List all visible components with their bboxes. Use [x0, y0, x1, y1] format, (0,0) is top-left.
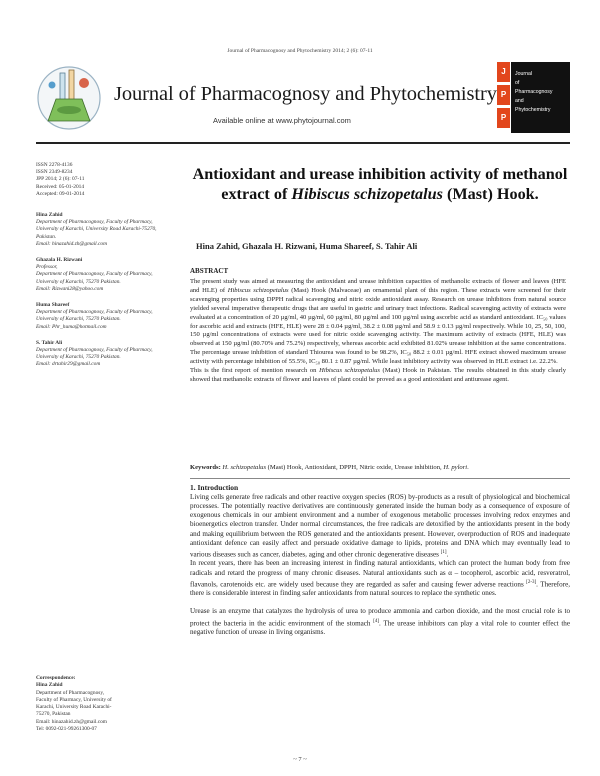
sidebar-author: Hina Zahid Department of Pharmacognosy, Faculty of Pharmacy, University of Karachi, University Road Karachi-75270, Pakistan. Email: hinazahid.zh@gmail.com: [36, 212, 157, 247]
sidebar-author: Ghazala H. Rizwani Professor, Department of Pharmacognosy, Faculty of Pharmacy, University of Karachi, 75270 Pakistan. Email: Rizwani28@yahoo.com: [36, 257, 158, 293]
author-email[interactable]: Email: Phr_huma@hotmail.com: [36, 323, 107, 330]
jpp-letter-p1: P: [497, 85, 510, 105]
sidebar: [36, 162, 158, 369]
abstract-text: The present study was aimed at measuring the antioxidant and urease inhibition capacities of methanolic extracts of flower and leaves (HFE and HLE) of Hibiscus schizopetalus (Mast) Hook (Malvaceae) an ornamental plant of this region. These extracts were screened for their scavenging properties using DPPH radical scavenging and nitric oxide antioxidant assay. Research on urease inhibitors from natural source yielded several imperative therapeutic drugs that are useful in gastric and urinary tract infections. Radical scavenging activity of extracts were evaluated at a concentration of 20 µg/ml, 40 µg/ml, 60 µg/ml, 80 µg/ml and 100 µg/ml using ascorbic acid as standard antioxidant. IC₅₀ values for ascorbic acid and extracts (HFE, HLE) were 28 ± 0.04 µg/ml, 38.2 ± 0.08 µg/ml and 58.9 ± 0.13 µg/ml respectively. While 10, 25, 50, 100, 150 µg/ml concentrations of extracts were used for nitric oxide scavenging activity. The maximum activity of extracts (HFE, HLE) was observed at 150 µg/ml (80.70% and 75.2%) respectively, whereas ascorbic acid exhibited 81.02% urease inhibition at the same concentrations. The percentage urease inhibition of standard Thiourea was found to be 98.2%, IC₅₀ 88.2 ± 0.01 µg/ml. HFE extract showed maximum urease activity with percentage inhibition of 55.5%, IC₅₀ 80.1 ± 0.87 µg/ml. While least inhibitory activity was observed in HLE extract i.e. 22.2%. This is the first report of mention research on Hibiscus schizopetalus (Mast) Hook in Pakistan. The results obtained in this study clearly showed that methanolic extracts of flower and leaves of plant could be proved as a good antioxidant and antiurease agent.: [190, 278, 566, 383]
correspondence: Correspondence: Hina Zahid Department of Pharmacognosy, Faculty of Pharmacy, University of Karachi, University Road Karachi- 75270, Pakistan Email: hinazahid.zh@gmail.com Tel: 0092-021-99261300-07: [36, 675, 166, 733]
abstract-heading: ABSTRACT: [190, 267, 229, 275]
journal-url[interactable]: Available online at www.phytojournal.com: [213, 116, 351, 125]
volume-info: JPP 2014; 2 (6): 07-11: [36, 176, 85, 183]
correspondence-email[interactable]: Email: hinazahid.zh@gmail.com: [36, 718, 107, 725]
issn-online: ISSN 2349-8234: [36, 169, 73, 176]
jpp-letter-j: J: [497, 62, 510, 82]
running-head: Journal of Pharmacognosy and Phytochemistry 2014; 2 (6): 07-11: [227, 48, 373, 54]
received-date: Received: 05-01-2014: [36, 183, 85, 190]
flask-logo-icon: [36, 65, 102, 131]
journal-side-panel: [511, 62, 570, 133]
author-email[interactable]: Email: drtahir29@gmail.com: [36, 361, 101, 368]
article-title: Antioxidant and urease inhibition activity of methanol extract of Hibiscus schizopetalus (Mast) Hook.: [192, 165, 568, 203]
header-divider: [36, 142, 570, 144]
sidebar-author: Huma Shareef Department of Pharmacognosy, Faculty of Pharmacy, University of Karachi, 75270 Pakistan. Email: Phr_huma@hotmail.com: [36, 302, 158, 331]
side-panel-text: Journal of Pharmacognosy and Phytochemistry: [515, 71, 553, 113]
accepted-date: Accepted: 09-01-2014: [36, 190, 85, 197]
author-email[interactable]: Email: Rizwani28@yahoo.com: [36, 285, 104, 292]
article-authors: Hina Zahid, Ghazala H. Rizwani, Huma Shareef, S. Tahir Ali: [196, 241, 418, 251]
jpp-badge: [497, 62, 510, 133]
journal-title: Journal of Pharmacognosy and Phytochemistry: [114, 83, 497, 105]
article-meta: [36, 162, 158, 198]
paragraph: In recent years, there has been an increasing interest in finding natural antioxidants, which can protect the human body from free radicals and retard the progress of many chronic diseases. Natural antioxidants such as α – tocopherol, ascorbic acid, resveratrol, flavanols, carotenoids etc. are widely used because they are regarded as safer and causing fewer adverse reactions [2-3]. Therefore, there is considerable interest in finding safer antioxidants from natural sources to replace the synthetic ones.: [190, 559, 570, 598]
paragraph: Urease is an enzyme that catalyzes the hydrolysis of urea to produce ammonia and carbon dioxide, and the most crucial role is to protect the bacteria in the acidic environment of the stomach [4]. The urease inhibitors can play a vital role to counter effect the negative function of urease in living organisms.: [190, 607, 570, 637]
paragraph: Living cells generate free radicals and other reactive oxygen species (ROS) by-products as a result of physiological and biochemical processes. The potentially reactive derivatives are continuously generated inside the human body as a consequence of exposure of exogenous chemicals in our ambient environment and a number of exogenous metabolic processes involving redox enzymes and bioenergetics electron transfer. Under normal circumstances, the free radicals are detoxified by the antioxidants present in the body and making equilibrium between the ROS generated and the antioxidants present. However, overproduction of ROS and inadequate antioxidant defence can easily affect and persuade oxidative damage to lipids, proteins and DNA which may eventually lead to various diseases such as cancer, diabetes, aging and other chronic degenerative diseases [1].: [190, 493, 570, 559]
keywords-divider: [190, 478, 570, 479]
author-email[interactable]: Email: hinazahid.zh@gmail.com: [36, 240, 107, 247]
keywords: Keywords: H. schizopetalus (Mast) Hook, Antioxidant, DPPH, Nitric oxide, Urease inhibition, H. pylori.: [190, 464, 469, 471]
jpp-letter-p2: P: [497, 108, 510, 128]
sidebar-author: S. Tahir Ali Department of Pharmacognosy, Faculty of Pharmacy, University of Karachi, 75270 Pakistan. Email: drtahir29@gmail.com: [36, 340, 158, 369]
page-number: ~ 7 ~: [293, 756, 307, 763]
journal-banner: [36, 59, 570, 137]
issn-print: ISSN 2278-4136: [36, 162, 73, 168]
introduction-heading: 1. Introduction: [190, 483, 239, 492]
introduction-body: [190, 493, 570, 637]
